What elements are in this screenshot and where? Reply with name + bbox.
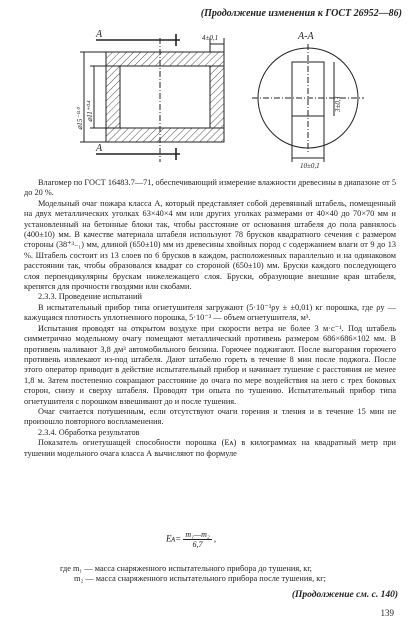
hatch-bottom [106,128,224,142]
paragraph: Влагомер по ГОСТ 16483.7—71, обеспечивающий измерение влажности древесины в диапазоне от 5 до 20 %. [24,178,396,198]
legend-line: m₂ — масса снаряженного испытательного прибора после тушения, кг; [74,574,326,584]
dim-top-label: 4±0,1 [202,34,219,42]
section-title: А-А [298,31,314,42]
section-title: 2.3.4. Обработка результатов [38,427,140,437]
hatch-top [106,52,224,66]
page-number: 139 [380,608,394,618]
section-mark-top: А [96,30,103,40]
formula-lhs: Eᴀ= [166,533,182,544]
dim-vert-2-label: ⌀11⁺⁰·⁴ [86,100,94,122]
formula-numerator: m₁—m₂ [185,530,210,539]
body-text [24,178,396,459]
dim-bottom-label: 10±0,1 [300,162,320,170]
paragraph: В испытательный прибор типа огнетушителя загружают (5·10⁻³ρу ± ±0,01) кг порошка, где ρу — кажущаяся плотность уплотненного порошка, 5·10⁻³ — объем огнетушителя, м³. [24,302,396,323]
continuation-note: (Продолжение см. с. 140) [291,590,398,600]
hatch-right [210,66,224,128]
paragraph: Испытания проводят на открытом воздухе при скорости ветра не более 3 м·с⁻¹. Под штабель симметрично модельному очагу помещают металлический противень размером 686×686×102 мм. В противень наливают 3,8 дм³ автомобильного бензина. Горючее поджигают. После выгорания горючего противень извлекают из-под штабеля. Дают штабелю гореть в течение 8 мин после поджога. После этого оператор приводит в действие испытательный прибор и начинает тушение с расстояния не менее 1,8 м. Затем постепенно сокращают расстояние до очага по мере воздействия на него с трех боковых сторон, снизу и сверху штабеля. Проводят три опыта по тушению. Испытательный прибор типа огнетушителя с порошком взвешивают до и после тушения. [24,323,396,406]
paragraph: Показатель огнетушащей способности порошка (Eᴀ) в килограммах на квадратный метр при тушении модельного очага класса А вычисляют по формуле [24,438,396,458]
page-header: (Продолжение изменения к ГОСТ 26952—86) [200,8,402,19]
formula-fraction [183,530,211,549]
technical-drawing [0,30,420,170]
legend-line: где m₁ — масса снаряженного испытательного прибора до тушения, кг, [60,564,312,573]
paragraph: Модельный очаг пожара класса А, который представляет собой деревянный штабель, помещенный на двух металлических уголках 63×40×4 мм или других уголках размерами от 40×40 до 70×70 мм и установленный на бетонные блоки так, чтобы расстояние от основания штабеля до пола равнялось (400±10) мм. В качестве материала штабеля используют 78 брусков квадратного сечения с размером стороны (38⁺³₋₁) мм, длиной (650±10) мм из древесины хвойных пород с содержанием влаги от 9 до 13 %. Штабель состоит из 13 слоев по 6 брусков в каждом, расположенных параллельно и на одинаковом расстоянии так, чтобы образовался квадрат со стороной (650±10) мм. Бруски каждого последующего слоя перпендикулярны брускам нижележащего слоя. Бруски, образующие внешние края штабеля, крепятся для прочности гвоздями или скобами. [24,198,396,292]
section-mark-bottom: А [96,143,103,154]
hatch-left [106,66,120,128]
dim-right-label: 3±0,1 [334,95,342,112]
formula [166,530,216,549]
formula-tail: , [213,533,217,544]
formula-legend [60,564,410,585]
section-title: 2.3.3. Проведение испытаний [38,292,142,302]
paragraph: Очаг считается потушенным, если отсутствуют очаги горения и тления и в течение 15 мин не произошло повторного воспламенения. [24,406,396,427]
dim-vert-1-label: ⌀15⁻⁰·⁰ [76,107,84,130]
formula-denominator: 6,7 [192,540,203,549]
